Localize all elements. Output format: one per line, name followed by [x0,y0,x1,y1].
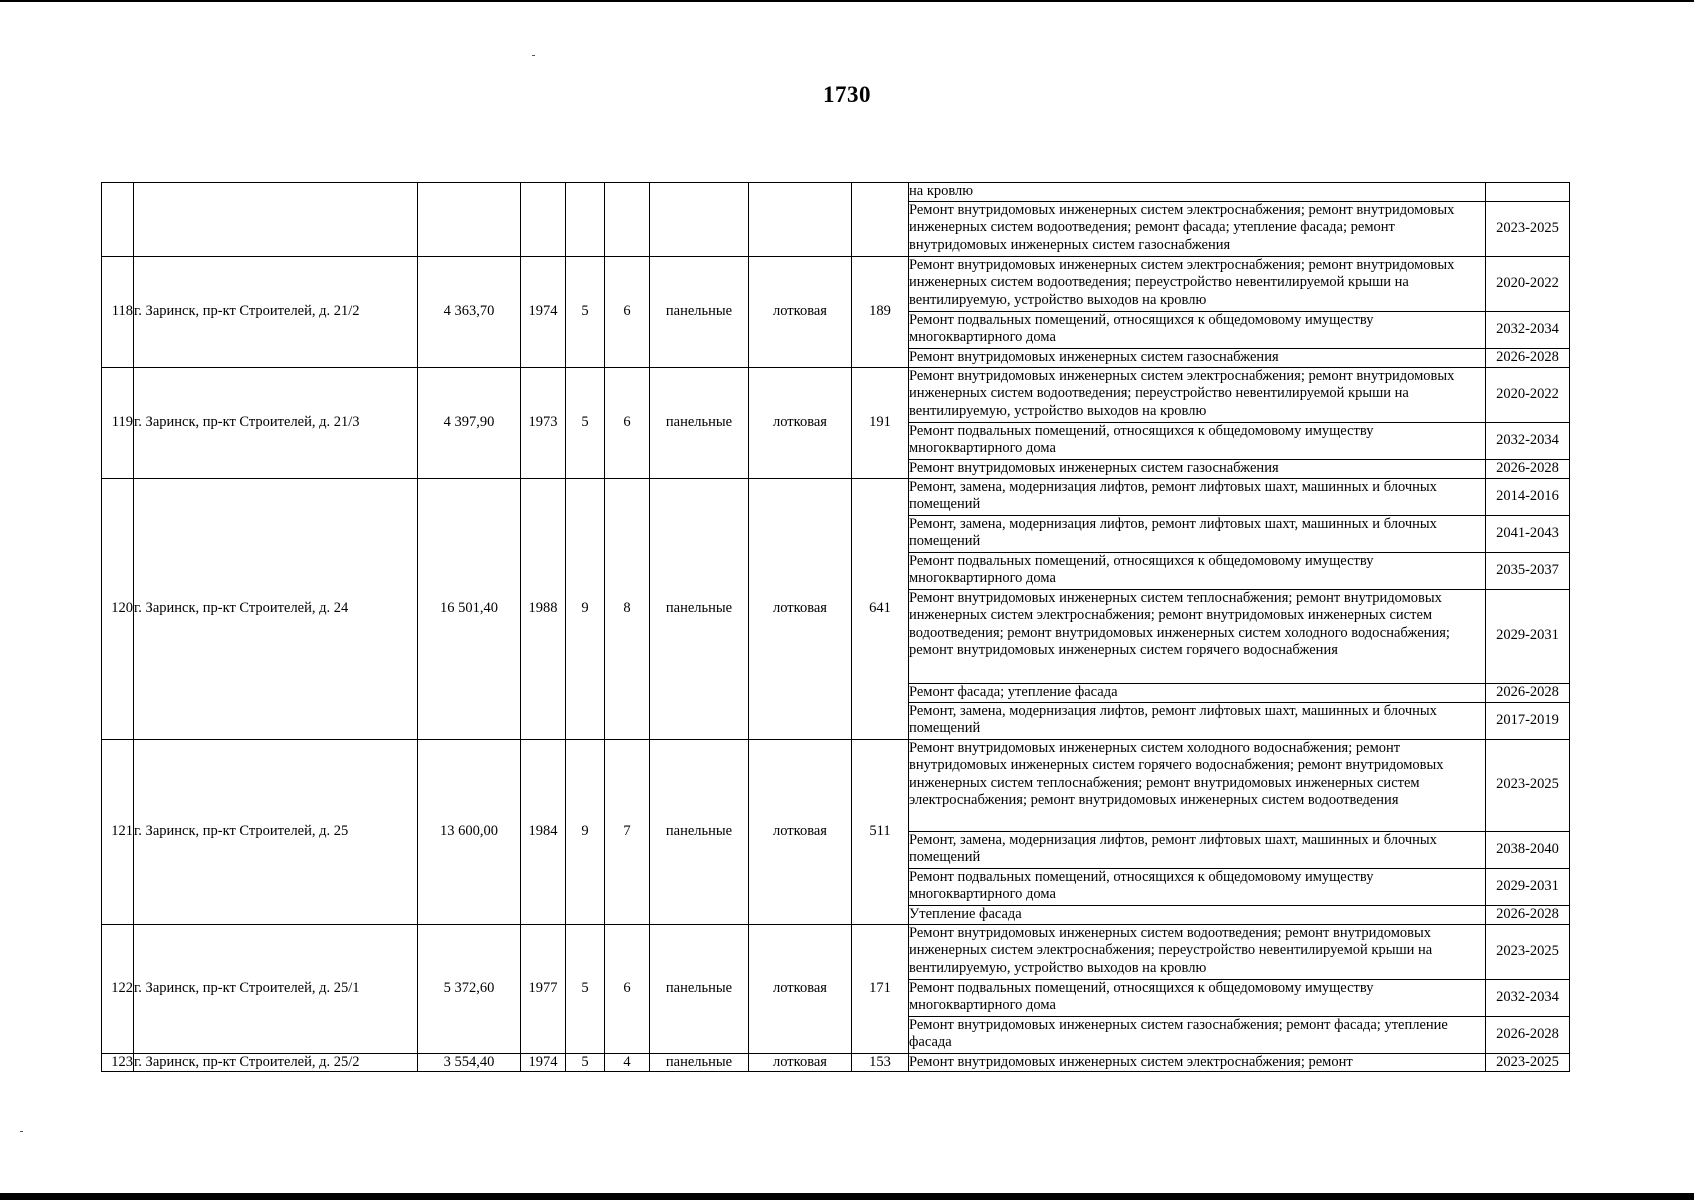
work-description: Ремонт внутридомовых инженерных систем электроснабжения; ремонт внутридомовых инженерных систем водоотведения; ремонт фасада; утепление фасада; ремонт внутридомовых инженерных систем газоснабжения [909,201,1486,256]
residents-count: 189 [852,256,909,367]
roof-type: лотковая [749,1053,852,1072]
top-border-line [0,0,1694,2]
work-description: Ремонт подвальных помещений, относящихся к общедомовому имуществу многоквартирного дома [909,311,1486,348]
residents-count: 153 [852,1053,909,1072]
work-period: 2023-2025 [1486,739,1570,831]
work-description: Ремонт внутридомовых инженерных систем водоотведения; ремонт внутридомовых инженерных систем электроснабжения; переустройство невентилируемой крыши на вентилируемую, устройство выходов на кровлю [909,924,1486,979]
building-address: г. Заринск, пр-кт Строителей, д. 21/2 [134,256,418,367]
work-period: 2020-2022 [1486,367,1570,422]
work-period: 2029-2031 [1486,589,1570,683]
work-description: Ремонт внутридомовых инженерных систем газоснабжения [909,348,1486,367]
roof-type: лотковая [749,478,852,739]
work-description: Ремонт подвальных помещений, относящихся к общедомовому имуществу многоквартирного дома [909,868,1486,905]
floors-count: 9 [566,478,605,739]
wall-material: панельные [650,1053,749,1072]
row-number: 121 [102,739,134,924]
total-area: 3 554,40 [418,1053,521,1072]
entrances-count: 6 [605,924,650,1053]
roof-type: лотковая [749,924,852,1053]
work-period: 2032-2034 [1486,311,1570,348]
work-description: Ремонт, замена, модернизация лифтов, ремонт лифтовых шахт, машинных и блочных помещений [909,702,1486,739]
work-period: 2023-2025 [1486,1053,1570,1072]
building-address: г. Заринск, пр-кт Строителей, д. 25/1 [134,924,418,1053]
entrances-count: 7 [605,739,650,924]
total-area: 13 600,00 [418,739,521,924]
row-number: 120 [102,478,134,739]
wall-material: панельные [650,739,749,924]
work-description: Ремонт подвальных помещений, относящихся к общедомовому имуществу многоквартирного дома [909,979,1486,1016]
entrances-count: 4 [605,1053,650,1072]
work-period: 2020-2022 [1486,256,1570,311]
floors-count: 9 [566,739,605,924]
work-period: 2023-2025 [1486,201,1570,256]
work-period: 2026-2028 [1486,905,1570,924]
work-description: Ремонт внутридомовых инженерных систем электроснабжения; ремонт [909,1053,1486,1072]
building-address: г. Заринск, пр-кт Строителей, д. 25 [134,739,418,924]
residents-count: 191 [852,367,909,478]
table-row [102,478,1570,515]
table-row [102,367,1570,422]
work-period: 2017-2019 [1486,702,1570,739]
building-address: г. Заринск, пр-кт Строителей, д. 24 [134,478,418,739]
work-description: Ремонт внутридомовых инженерных систем электроснабжения; ремонт внутридомовых инженерных систем водоотведения; переустройство невентилируемой крыши на вентилируемую, устройство выходов на кровлю [909,367,1486,422]
table-row [102,739,1570,831]
work-description: Ремонт внутридомовых инженерных систем газоснабжения; ремонт фасада; утепление фасада [909,1016,1486,1053]
work-period [1486,183,1570,202]
residents-count: 511 [852,739,909,924]
row-number: 118 [102,256,134,367]
entrances-count: 6 [605,367,650,478]
work-period: 2023-2025 [1486,924,1570,979]
work-period: 2038-2040 [1486,831,1570,868]
row-number: 123 [102,1053,134,1072]
total-area: 4 397,90 [418,367,521,478]
scan-speck [20,1131,23,1132]
building-address: г. Заринск, пр-кт Строителей, д. 21/3 [134,367,418,478]
work-description: Утепление фасада [909,905,1486,924]
build-year: 1988 [521,478,566,739]
work-description: Ремонт, замена, модернизация лифтов, ремонт лифтовых шахт, машинных и блочных помещений [909,478,1486,515]
floors-count: 5 [566,924,605,1053]
residents-count: 171 [852,924,909,1053]
building-address: г. Заринск, пр-кт Строителей, д. 25/2 [134,1053,418,1072]
total-area: 5 372,60 [418,924,521,1053]
build-year: 1974 [521,1053,566,1072]
build-year: 1984 [521,739,566,924]
work-description: Ремонт внутридомовых инженерных систем холодного водоснабжения; ремонт внутридомовых инженерных систем горячего водоснабжения; ремонт внутридомовых инженерных систем теплоснабжения; ремонт внутридомовых инженерных систем электроснабжения; ремонт внутридомовых инженерных систем водоотведения [909,739,1486,831]
page-number: 1730 [823,82,871,107]
work-period: 2032-2034 [1486,422,1570,459]
row-number: 122 [102,924,134,1053]
work-description: Ремонт подвальных помещений, относящихся к общедомовому имуществу многоквартирного дома [909,552,1486,589]
total-area: 16 501,40 [418,478,521,739]
build-year: 1973 [521,367,566,478]
work-description: Ремонт внутридомовых инженерных систем электроснабжения; ремонт внутридомовых инженерных систем водоотведения; переустройство невентилируемой крыши на вентилируемую, устройство выходов на кровлю [909,256,1486,311]
work-description: Ремонт внутридомовых инженерных систем теплоснабжения; ремонт внутридомовых инженерных систем электроснабжения; ремонт внутридомовых инженерных систем водоотведения; ремонт внутридомовых инженерных систем холодного водоснабжения; ремонт внутридомовых инженерных систем горячего водоснабжения [909,589,1486,683]
total-area: 4 363,70 [418,256,521,367]
capital-repair-table [101,182,1570,1072]
work-description: Ремонт, замена, модернизация лифтов, ремонт лифтовых шахт, машинных и блочных помещений [909,831,1486,868]
residents-count: 641 [852,478,909,739]
table-row [102,1053,1570,1072]
build-year: 1977 [521,924,566,1053]
work-period: 2026-2028 [1486,1016,1570,1053]
build-year: 1974 [521,256,566,367]
work-description: Ремонт подвальных помещений, относящихся к общедомовому имуществу многоквартирного дома [909,422,1486,459]
scan-speck [532,55,535,56]
work-period: 2035-2037 [1486,552,1570,589]
roof-type: лотковая [749,367,852,478]
roof-type: лотковая [749,256,852,367]
table-row [102,256,1570,311]
entrances-count: 6 [605,256,650,367]
wall-material: панельные [650,478,749,739]
work-description: Ремонт фасада; утепление фасада [909,683,1486,702]
floors-count: 5 [566,256,605,367]
work-description: Ремонт внутридомовых инженерных систем газоснабжения [909,459,1486,478]
work-period: 2026-2028 [1486,459,1570,478]
work-description: на кровлю [909,183,1486,202]
table-row [102,183,1570,202]
row-number: 119 [102,367,134,478]
floors-count: 5 [566,367,605,478]
work-period: 2014-2016 [1486,478,1570,515]
wall-material: панельные [650,924,749,1053]
wall-material: панельные [650,367,749,478]
roof-type: лотковая [749,739,852,924]
work-period: 2041-2043 [1486,515,1570,552]
table-row [102,924,1570,979]
wall-material: панельные [650,256,749,367]
work-period: 2029-2031 [1486,868,1570,905]
bottom-border-line [0,1193,1694,1200]
work-description: Ремонт, замена, модернизация лифтов, ремонт лифтовых шахт, машинных и блочных помещений [909,515,1486,552]
work-period: 2026-2028 [1486,348,1570,367]
floors-count: 5 [566,1053,605,1072]
entrances-count: 8 [605,478,650,739]
work-period: 2026-2028 [1486,683,1570,702]
work-period: 2032-2034 [1486,979,1570,1016]
